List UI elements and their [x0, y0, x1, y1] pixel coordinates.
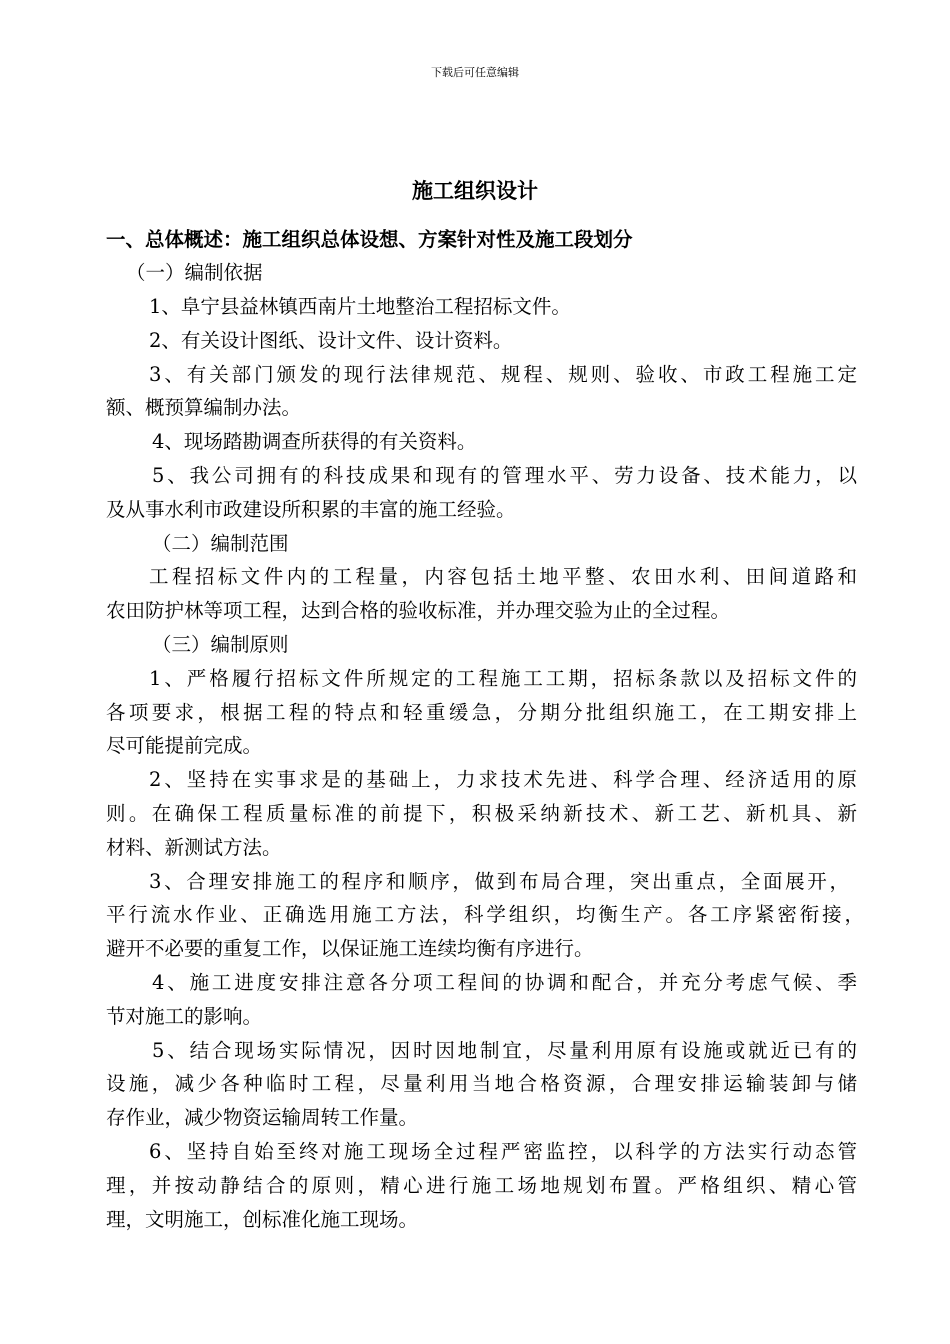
subsection-heading: （一）编制依据	[126, 261, 263, 284]
paragraph-line: 避开不必要的重复工作，以保证施工连续均衡有序进行。	[106, 937, 594, 960]
paragraph-line: 6、坚持自始至终对施工现场全过程严密监控，以科学的方法实行动态管	[149, 1140, 857, 1163]
paragraph-line: 设施，减少各种临时工程，尽量利用当地合格资源，合理安排运输装卸与储	[106, 1072, 857, 1095]
paragraph-line: 4、施工进度安排注意各分项工程间的协调和配合，并充分考虑气候、季	[152, 971, 857, 994]
paragraph-line: 各项要求，根据工程的特点和轻重缓急，分期分批组织施工，在工期安排上	[106, 701, 857, 724]
paragraph-line: 2、坚持在实事求是的基础上，力求技术先进、科学合理、经济适用的原	[149, 768, 857, 791]
section-heading: 一、总体概述：施工组织总体设想、方案针对性及施工段划分	[106, 228, 633, 251]
subsection-heading: （三）编制原则	[152, 633, 289, 656]
header-note: 下载后可任意编辑	[431, 66, 519, 79]
paragraph-line: 1、阜宁县益林镇西南片土地整治工程招标文件。	[149, 295, 571, 318]
paragraph-line: 及从事水利市政建设所积累的丰富的施工经验。	[106, 498, 516, 521]
paragraph-line: 额、概预算编制办法。	[106, 396, 302, 419]
paragraph-line: 尽可能提前完成。	[106, 734, 263, 757]
paragraph-line: 则。在确保工程质量标准的前提下，积极采纳新技术、新工艺、新机具、新	[106, 802, 857, 825]
paragraph-line: 平行流水作业、正确选用施工方法，科学组织，均衡生产。各工序紧密衔接，	[106, 903, 864, 926]
paragraph-line: 节对施工的影响。	[106, 1005, 263, 1028]
paragraph-line: 农田防护林等项工程，达到合格的验收标准，并办理交验为止的全过程。	[106, 599, 731, 622]
paragraph-line: 存作业，减少物资运输周转工作量。	[106, 1106, 419, 1129]
paragraph-line: 理，并按动静结合的原则，精心进行施工场地规划布置。严格组织、精心管	[106, 1174, 857, 1197]
paragraph-line: 1、严格履行招标文件所规定的工程施工工期，招标条款以及招标文件的	[149, 667, 857, 690]
paragraph-line: 工程招标文件内的工程量，内容包括土地平整、农田水利、田间道路和	[149, 565, 857, 588]
paragraph-line: 4、现场踏勘调查所获得的有关资料。	[152, 430, 477, 453]
paragraph-line: 2、有关设计图纸、设计文件、设计资料。	[149, 329, 513, 352]
subsection-heading: （二）编制范围	[152, 532, 289, 555]
paragraph-line: 理，文明施工，创标准化施工现场。	[106, 1208, 419, 1231]
paragraph-line: 材料、新测试方法。	[106, 836, 282, 859]
paragraph-line: 5、结合现场实际情况，因时因地制宜，尽量利用原有设施或就近已有的	[152, 1039, 857, 1062]
paragraph-line: 3、合理安排施工的程序和顺序，做到布局合理，突出重点，全面展开，	[149, 870, 849, 893]
paragraph-line: 3、有关部门颁发的现行法律规范、规程、规则、验收、市政工程施工定	[149, 363, 857, 386]
document-title: 施工组织设计	[412, 178, 538, 203]
paragraph-line: 5、我公司拥有的科技成果和现有的管理水平、劳力设备、技术能力，以	[152, 464, 857, 487]
